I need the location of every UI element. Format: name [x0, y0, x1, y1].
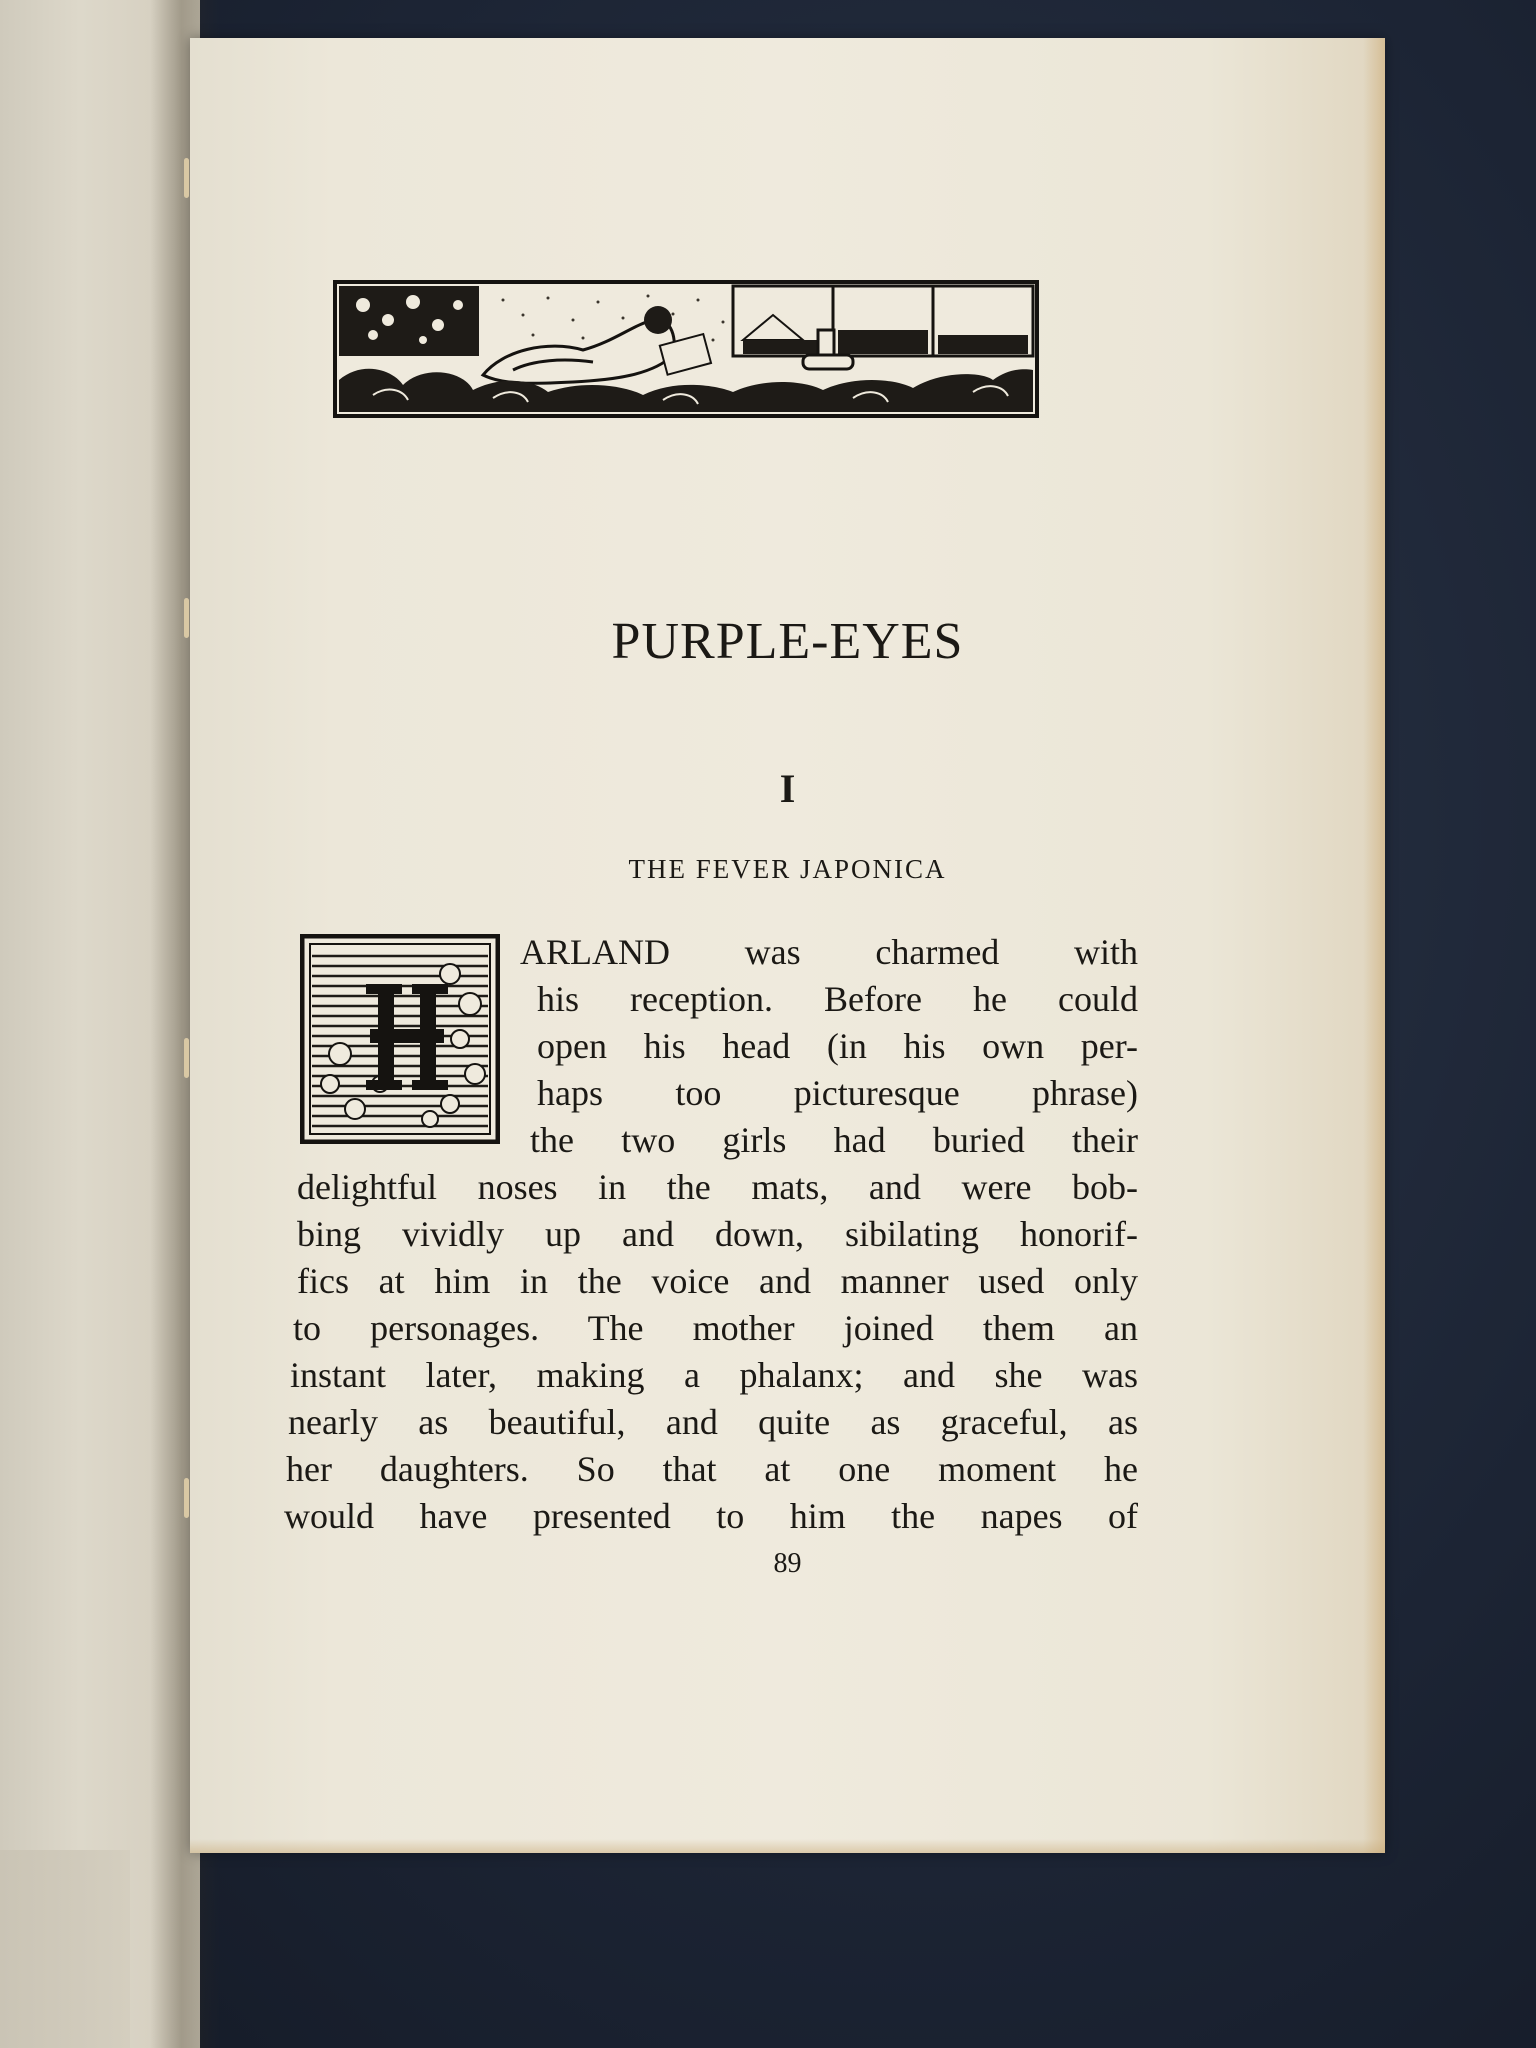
- body-line-9: to personages. The mother joined them an: [293, 1308, 1138, 1348]
- body-line-5: the two girls had buried their: [530, 1120, 1138, 1160]
- facing-page-corner: [0, 1850, 130, 2048]
- page-bottom-edge: [190, 1839, 1385, 1853]
- headpiece-woodcut-icon: [333, 280, 1039, 418]
- body-line-11: nearly as beautiful, and quite as graceful, as: [288, 1402, 1138, 1442]
- body-line-6: delightful noses in the mats, and were bob-: [297, 1167, 1138, 1207]
- body-line-8: fics at him in the voice and manner used only: [297, 1261, 1138, 1301]
- dropcap-initial-icon: [300, 934, 500, 1144]
- body-line-4: haps too picturesque phrase): [537, 1073, 1138, 1113]
- body-line-1: ARLAND was charmed with: [520, 932, 1138, 972]
- chapter-number: I: [779, 766, 796, 811]
- body-line-2: his reception. Before he could: [537, 979, 1138, 1019]
- page-number: 89: [773, 1548, 802, 1579]
- body-line-13: would have presented to him the napes of: [284, 1496, 1138, 1536]
- body-line-12: her daughters. So that at one moment he: [286, 1449, 1138, 1489]
- body-line-7: bing vividly up and down, sibilating honorif-: [297, 1214, 1138, 1254]
- book-page: [190, 38, 1385, 1853]
- page-edge-stain: [1363, 38, 1385, 1853]
- chapter-title: PURPLE-EYES: [611, 613, 964, 670]
- body-line-10: instant later, making a phalanx; and she was: [290, 1355, 1138, 1395]
- body-line-3: open his head (in his own per-: [537, 1026, 1138, 1066]
- section-title: THE FEVER JAPONICA: [628, 854, 947, 884]
